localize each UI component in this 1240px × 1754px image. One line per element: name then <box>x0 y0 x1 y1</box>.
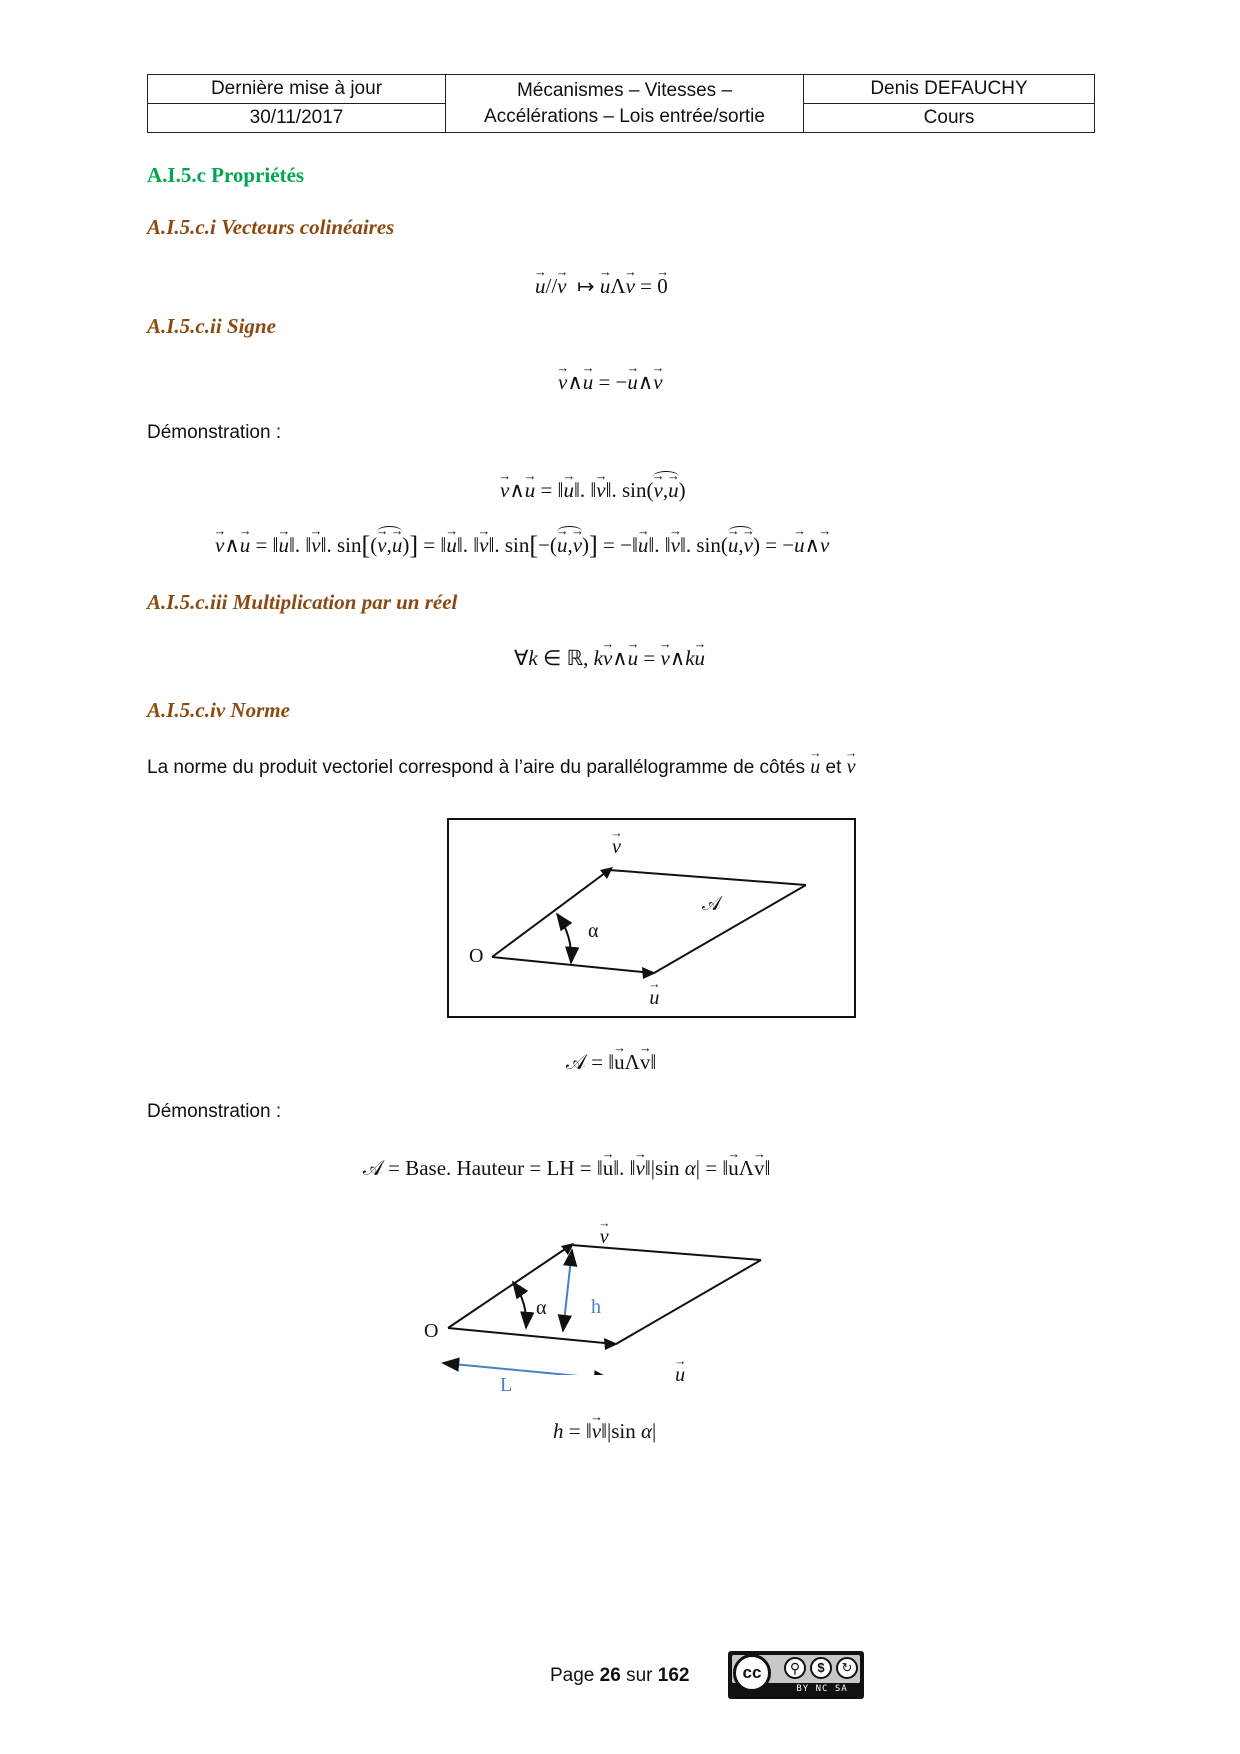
fig1-u-label: → u <box>649 987 659 1010</box>
formula-area-wedge: Λ <box>624 1050 640 1074</box>
vector-u-line <box>448 1328 615 1344</box>
norm-intro-v: → v <box>847 756 856 779</box>
formula-demo-lhs: 𝒜 = Base. Hauteur = LH = ‖ <box>363 1156 603 1180</box>
doc-title-line1: Mécanismes – Vitesses – <box>516 79 733 101</box>
norm-intro-line <box>147 756 856 779</box>
vector-u-arrowhead <box>604 1338 618 1350</box>
fig1-alpha-label: α <box>588 920 599 942</box>
demo-label-2: Démonstration : <box>147 1101 282 1122</box>
angle-alpha-arc <box>513 1282 526 1328</box>
formula-area-rhs: ‖ <box>650 1050 657 1074</box>
fig2-L-label: L <box>500 1374 513 1396</box>
height-h-arrow <box>563 1250 572 1331</box>
page-total: 162 <box>657 1665 690 1686</box>
subsection-title-sign: A.I.5.c.ii Signe <box>147 314 276 338</box>
page-label: Page <box>550 1665 595 1686</box>
cc-license-terms <box>780 1684 864 1694</box>
page-current: 26 <box>599 1665 621 1686</box>
angle-alpha-arc <box>557 914 571 963</box>
formula-h-lhs: h <box>553 1419 564 1443</box>
doc-type: Cours <box>804 104 1095 133</box>
subsection-title-colinear: A.I.5.c.i Vecteurs colinéaires <box>147 215 395 239</box>
formula-area-lhs: 𝒜 = ‖ <box>566 1050 615 1074</box>
subsection-title-norm: A.I.5.c.iv Norme <box>147 698 290 722</box>
norm-intro-u: → u <box>810 756 820 779</box>
formula-area-u: → u <box>614 1050 625 1075</box>
formula-demo-norm: 𝒜 = Base. Hauteur = LH = ‖→ u‖. ‖→ v‖|sin α| = ‖→ uΛ→ v‖ <box>363 1156 770 1181</box>
doc-title <box>446 75 804 133</box>
fig1-origin-label: O <box>469 945 484 967</box>
formula-area <box>566 1050 656 1075</box>
fig2-alpha-label: α <box>536 1297 547 1319</box>
formula-area-v: → v <box>640 1050 651 1075</box>
norm-intro-et: et <box>825 757 842 778</box>
vector-v-line <box>448 1245 571 1328</box>
parallelogram-right-side <box>616 1260 761 1344</box>
header-table <box>147 74 1095 133</box>
vector-v-arrowhead <box>600 867 613 879</box>
formula-demo-sin: sin <box>654 1156 680 1180</box>
formula-demo-alpha: α <box>684 1156 696 1180</box>
cc-license-badge <box>728 1651 864 1699</box>
formula-h: h = ‖→ v‖|sin α| <box>553 1419 656 1444</box>
formula-demo-sign-1: → v∧→ u = ‖→ u‖. ‖→ v‖. sin(→ v,→ u) <box>500 478 686 503</box>
doc-title-line2: Accélérations – Lois entrée/sortie <box>484 105 765 127</box>
fig1-area-label: 𝒜 <box>702 893 721 915</box>
fig2-origin-label: O <box>424 1320 439 1342</box>
parallelogram-right-side <box>654 885 806 973</box>
subsection-title-multiplication: A.I.5.c.iii Multiplication par un réel <box>147 590 458 614</box>
last-update-date: 30/11/2017 <box>148 104 446 133</box>
section-title: A.I.5.c Propriétés <box>147 163 305 187</box>
fig2-h-label: h <box>591 1296 601 1318</box>
base-l-arrow <box>443 1363 610 1375</box>
fig2-u-label: → u <box>675 1364 685 1387</box>
page-sur: sur <box>626 1665 653 1686</box>
formula-sign: → v∧→ u = −→ u∧→ v <box>558 370 663 395</box>
cc-sa-text: SA <box>834 1684 848 1694</box>
page-number <box>550 1665 689 1687</box>
sa-share-icon: ↻ <box>836 1657 858 1679</box>
formula-demo-sign-2: → v∧→ u = ‖→ u‖. ‖→ v‖. sin[(→ v,→ u)] = ‖→ u‖. ‖→ v‖. sin[−(→ u,→ v)] = −‖→ u‖. ‖→ v‖. sin(→ u,→ v) = −→ u∧→ v <box>215 533 829 559</box>
cc-by-text: BY <box>796 1684 810 1694</box>
fig2-v-label: → v <box>600 1226 609 1249</box>
formula-h-alpha: α <box>640 1419 652 1443</box>
parallelogram-top-side <box>609 870 806 885</box>
vector-v-line <box>492 870 609 957</box>
last-update-label: Dernière mise à jour <box>148 75 446 104</box>
cc-nc-text: NC <box>815 1684 829 1694</box>
demo-label-1: Démonstration : <box>147 422 282 443</box>
by-person-icon: ⚲ <box>784 1657 806 1679</box>
author: Denis DEFAUCHY <box>804 75 1095 104</box>
fig1-v-label: → v <box>612 836 621 859</box>
formula-multiplication: ∀k ∈ ℝ, k→ v∧→ u = → v∧k→ u <box>514 646 705 671</box>
formula-colinear: → u//→ v ↦ → uΛ→ v = → 0 <box>535 274 668 299</box>
formula-h-sin: sin <box>611 1419 636 1443</box>
cc-logo-icon: cc <box>733 1654 771 1692</box>
norm-intro-text: La norme du produit vectoriel correspond à l’aire du parallélogramme de côtés <box>147 757 805 778</box>
nc-dollar-icon: $ <box>810 1657 832 1679</box>
